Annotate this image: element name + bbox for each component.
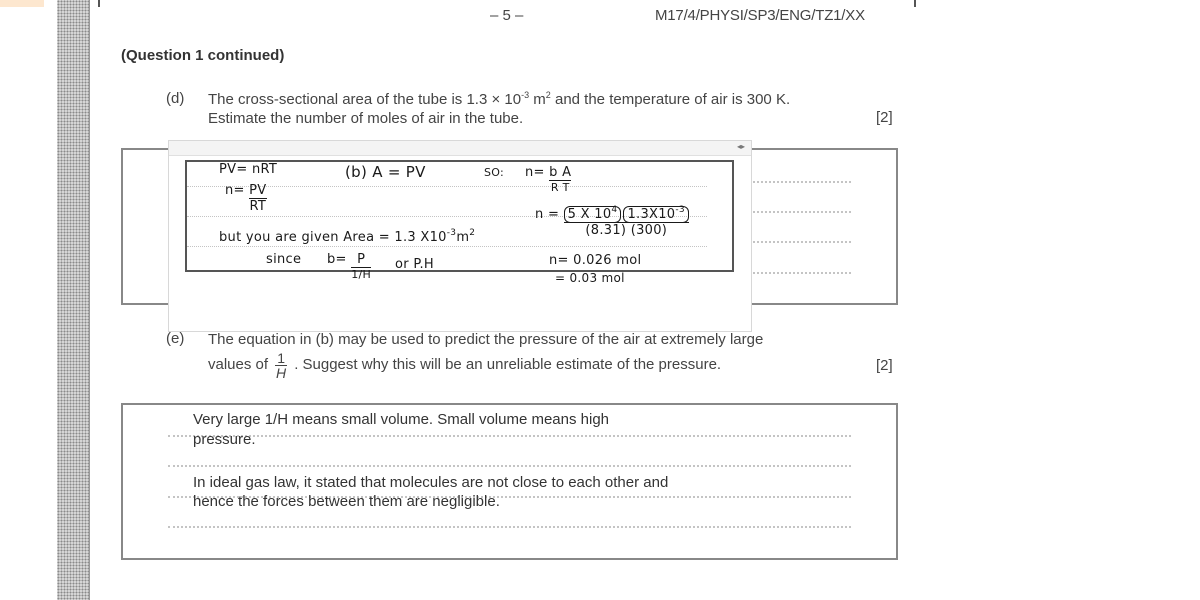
answer-line [187, 246, 707, 247]
question-e-line1: The equation in (b) may be used to predict the pressure of the air at extremely large [208, 331, 764, 348]
question-d-line1: The cross-sectional area of the tube is $1.3 \times 10^{-3}$ $m^2$ and the temperature of air is 300 K. [208, 90, 791, 108]
answer-line [168, 435, 851, 437]
hw-so: SO: [484, 166, 505, 179]
hw-substitution: n = $\frac{5 X 10^4 1.3X10^{-3}}{(8.31) (300)}$ [535, 207, 689, 238]
answer-e-line4: hence the forces between them are negligible. [193, 493, 500, 510]
answer-e-line3: In ideal gas law, it stated that molecules are not close to each other and [193, 474, 669, 491]
hw-b-equals: b= $\frac{P}{1/H}$ [327, 252, 372, 281]
question-e-line2: values of $\frac{1}{H}$ . Suggest why this will be an unreliable estimate of the pressure. [208, 349, 722, 381]
page-gutter-scrollbar[interactable] [57, 0, 90, 600]
question-d-line2: Estimate the number of moles of air in the tube. [208, 110, 524, 127]
image-toolbar [169, 141, 751, 156]
hw-n-formula: n= $\frac{\text{b A}}{\text{R T}}$ [525, 165, 572, 194]
hw-since: since [266, 252, 302, 267]
hw-equation-b: (b) A = PV [345, 163, 426, 181]
question-d-text [208, 90, 790, 128]
page-margin-mark [98, 0, 100, 7]
page-margin-mark [914, 0, 916, 7]
hw-rounded-result: = 0.03 mol [555, 271, 625, 285]
question-e-label: (e) [166, 330, 185, 347]
fraction-one-over-h: $\frac{1}{H}$ [276, 349, 287, 381]
hw-or-ph: or P.H [395, 257, 434, 272]
handwritten-answer-image[interactable] [168, 140, 752, 332]
section-title: (Question 1 continued) [121, 47, 285, 64]
page-number: – 5 – [490, 7, 524, 24]
question-d-label: (d) [166, 90, 185, 107]
answer-e-line1: Very large 1/H means small volume. Small volume means high [193, 411, 610, 428]
hw-result: n= 0.026 mol [549, 253, 642, 268]
document-code: M17/4/PHYSI/SP3/ENG/TZ1/XX [655, 7, 865, 24]
answer-e-line2: pressure. [193, 431, 256, 448]
question-e-marks: [2] [876, 357, 893, 374]
answer-line [168, 465, 851, 467]
question-d-marks: [2] [876, 109, 893, 126]
hw-given-area: but you are given Area = 1.3 $X10^{-3}m^2$ [219, 228, 476, 245]
resize-handle-icon[interactable]: ◂▸ [736, 142, 745, 151]
hw-n-pv-rt: n= $\frac{PV}{RT}$ [225, 183, 267, 214]
answer-line [168, 526, 851, 528]
hw-ideal-gas-law: PV= nRT [219, 162, 278, 177]
window-tab-accent [0, 0, 44, 7]
